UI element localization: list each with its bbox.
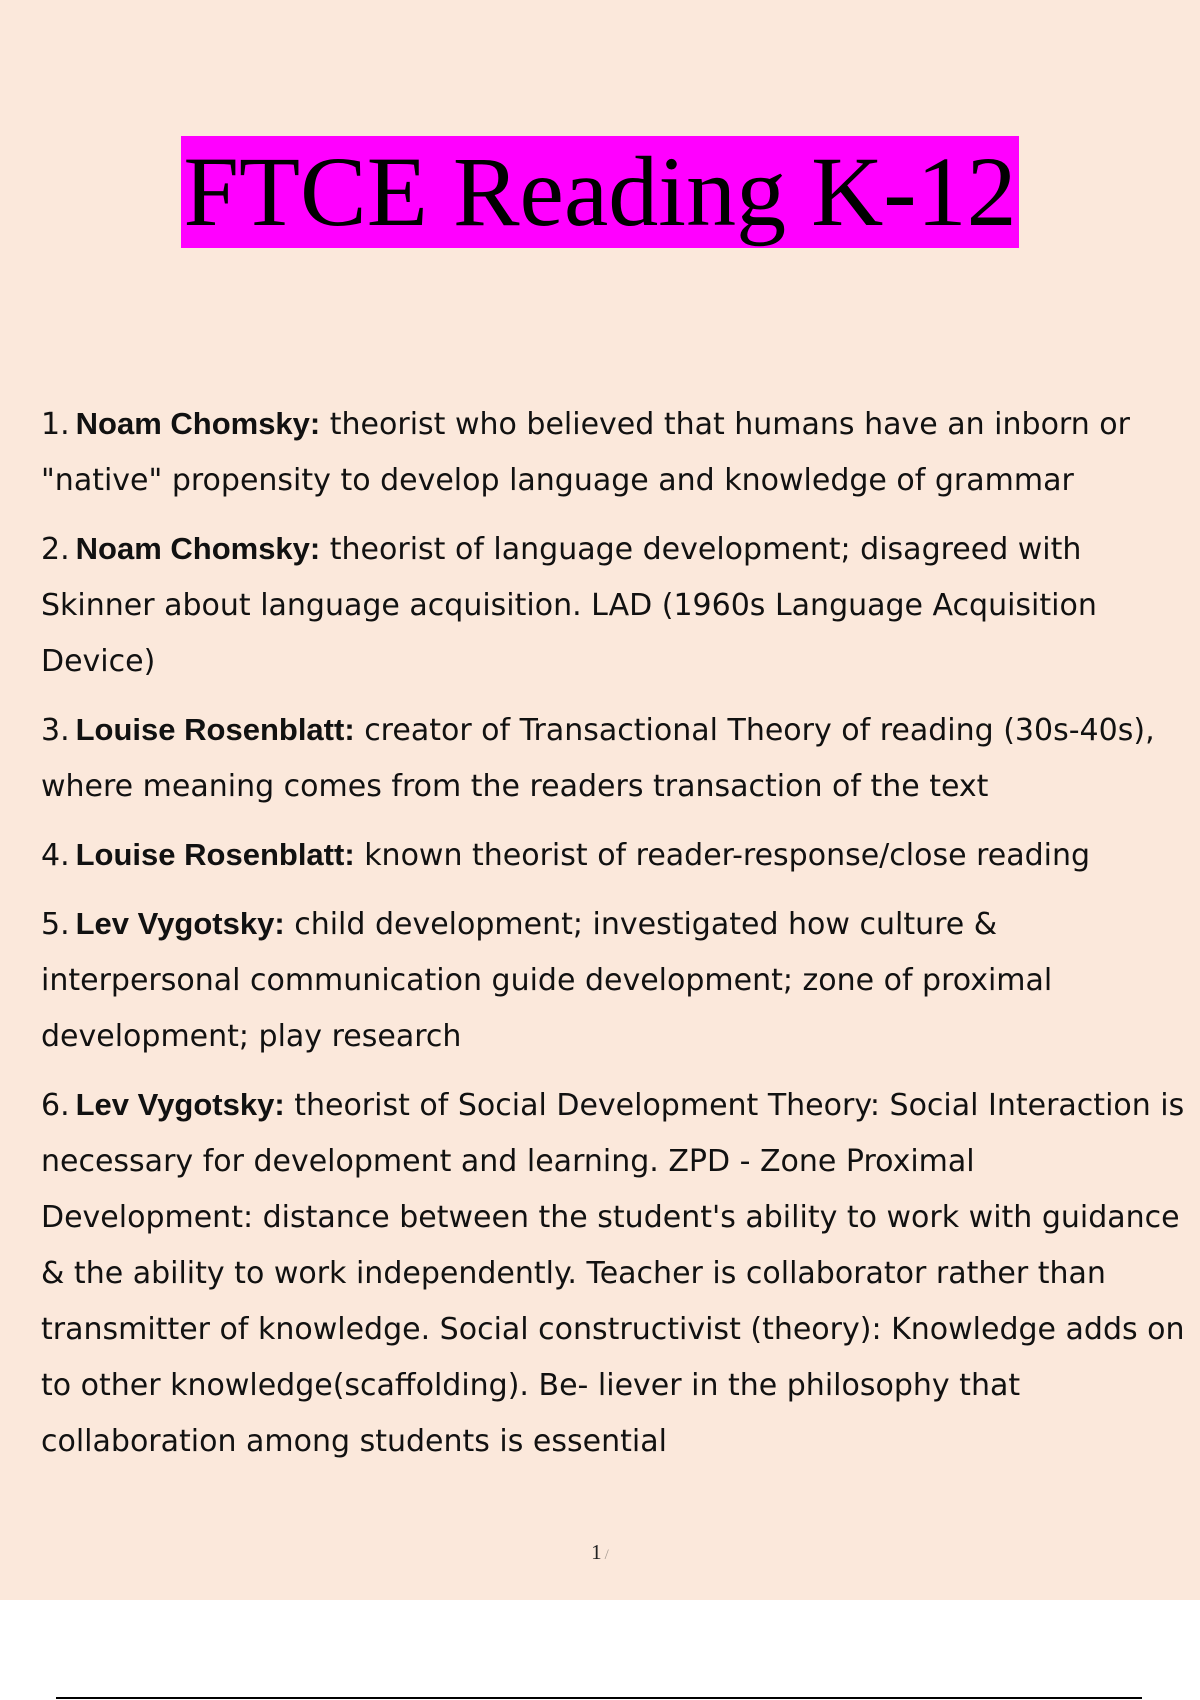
item-term: Lev Vygotsky: — [75, 1087, 285, 1122]
item-term: Noam Chomsky: — [75, 406, 321, 441]
item-term: Louise Rosenblatt: — [75, 837, 355, 872]
list-item — [41, 702, 1193, 815]
item-definition: theorist of Social Development Theory: Social Interaction is necessary for development and learning. ZPD - Zone Proximal Development: distance between the student's ability to work with guidance & the ability to work independently. Teacher is collaborator rather than transmitter of knowledge. Social constructivist (theory): Knowledge adds on to other knowledge(scaffolding). Be- liever in the philosophy that collaboration among students is essential — [41, 1088, 1185, 1459]
item-number: 1. — [41, 407, 70, 442]
page-separator: / — [604, 1547, 609, 1563]
item-number: 6. — [41, 1088, 70, 1123]
page-number-value: 1 — [591, 1540, 602, 1564]
page-divider — [56, 1697, 1142, 1699]
term-list — [41, 396, 1193, 1482]
list-item — [41, 1077, 1193, 1470]
page-number — [0, 1540, 1200, 1565]
item-number: 5. — [41, 907, 70, 942]
list-item — [41, 827, 1193, 884]
item-term: Louise Rosenblatt: — [75, 712, 355, 747]
document-title: FTCE Reading K-12 — [183, 136, 1017, 247]
item-number: 3. — [41, 713, 70, 748]
item-number: 4. — [41, 838, 70, 873]
item-definition: child development; investigated how culture & interpersonal communication guide development; zone of proximal development; play research — [41, 907, 1053, 1054]
item-definition: theorist of language development; disagreed with Skinner about language acquisition. LAD (1960s Language Acquisition Device) — [41, 532, 1097, 679]
item-number: 2. — [41, 532, 70, 567]
list-item — [41, 396, 1193, 509]
item-definition: known theorist of reader-response/close reading — [364, 838, 1091, 873]
list-item — [41, 521, 1193, 690]
item-term: Noam Chomsky: — [75, 531, 321, 566]
title-container — [0, 136, 1200, 248]
list-item — [41, 896, 1193, 1065]
item-definition: creator of Transactional Theory of reading (30s-40s), where meaning comes from the readers transaction of the text — [41, 713, 1155, 804]
item-term: Lev Vygotsky: — [75, 906, 285, 941]
item-definition: theorist who believed that humans have an inborn or "native" propensity to develop language and knowledge of grammar — [41, 407, 1130, 498]
